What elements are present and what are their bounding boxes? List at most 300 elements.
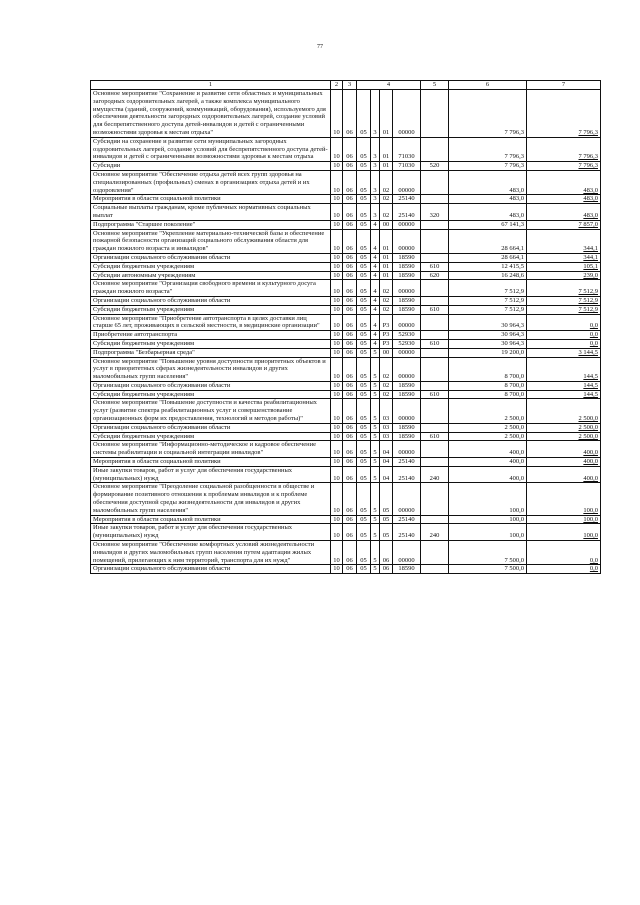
col-4-direction: 00000	[393, 280, 421, 297]
col-4-direction: 00000	[393, 170, 421, 194]
col-4-program: 05	[357, 348, 371, 357]
table-row	[91, 390, 601, 399]
col-5: 610	[421, 432, 449, 441]
col-4-measure: P3	[380, 331, 393, 340]
row-name: Основное мероприятие "Сохранение и развитие сети областных и муниципальных загородных оздоровительных лагерей, а также комплекса муниципального имущества (зданий, сооружений, коммуникаций, оборудования), используемого для обеспечения деятельности загородных оздоровительных лагерей, создание условий для беспрепятственного доступа детей-инвалидов и детей с ограниченными возможностями здоровья к местам отдыха"	[91, 90, 331, 138]
col-4-measure: 04	[380, 441, 393, 458]
col-4-subprogram: 4	[371, 305, 380, 314]
table-row	[91, 229, 601, 253]
col-4-subprogram: 5	[371, 423, 380, 432]
col-4-measure: 01	[380, 262, 393, 271]
col-4-measure: 03	[380, 423, 393, 432]
col-4-program: 05	[357, 331, 371, 340]
col-4-subprogram: 4	[371, 280, 380, 297]
col-3: 06	[343, 541, 357, 565]
col-3: 06	[343, 229, 357, 253]
col-2: 10	[331, 90, 343, 138]
col-2: 10	[331, 305, 343, 314]
col-6-amount: 100,0	[449, 483, 527, 515]
col-4-measure: 01	[380, 137, 393, 161]
col-5: 240	[421, 524, 449, 541]
col-7-amount: 0,0	[527, 331, 601, 340]
col-2: 10	[331, 204, 343, 221]
row-name: Основное мероприятие "Обеспечение комфортных условий жизнедеятельности инвалидов и других маломобильных групп населения путем адаптации жилых помещений, прилегающих к ним территорий, транспорта для их нужд"	[91, 541, 331, 565]
col-4-program: 05	[357, 357, 371, 381]
col-4-subprogram: 3	[371, 90, 380, 138]
col-6-amount: 7 512,9	[449, 305, 527, 314]
col-4-measure: 02	[380, 390, 393, 399]
col-5	[421, 541, 449, 565]
row-name: Основное мероприятие "Повышение доступности и качества реабилитационных услуг (развитие спектра реабилитационных услуг и совершенствование организационных форм их предоставления, технологий и методов работы)"	[91, 399, 331, 423]
col-4-program: 05	[357, 399, 371, 423]
col-4-direction: 25140	[393, 204, 421, 221]
col-4-subprogram: 5	[371, 515, 380, 524]
table-row	[91, 432, 601, 441]
col-4-direction: 00000	[393, 399, 421, 423]
col-4-direction: 18590	[393, 305, 421, 314]
col-6-amount: 30 964,3	[449, 339, 527, 348]
table-row	[91, 90, 601, 138]
row-name: Иные закупки товаров, работ и услуг для обеспечения государственных (муниципальных) нужд	[91, 524, 331, 541]
row-name: Мероприятия в области социальной политики	[91, 515, 331, 524]
col-2: 10	[331, 339, 343, 348]
row-name: Подпрограмма "Безбарьерная среда"	[91, 348, 331, 357]
col-2: 10	[331, 432, 343, 441]
col-7-amount: 483,0	[527, 195, 601, 204]
col-6-amount: 67 141,3	[449, 220, 527, 229]
col-7-amount: 0,0	[527, 541, 601, 565]
col-3: 06	[343, 458, 357, 467]
col-5: 240	[421, 466, 449, 483]
row-name: Мероприятия в области социальной политики	[91, 458, 331, 467]
page-number: 77	[317, 44, 323, 50]
col-7-amount: 144,5	[527, 381, 601, 390]
col-5	[421, 170, 449, 194]
col-4-measure: 05	[380, 515, 393, 524]
col-4-measure: 06	[380, 541, 393, 565]
row-name: Субсидии автономным учреждениям	[91, 271, 331, 280]
col-6-amount: 8 700,0	[449, 381, 527, 390]
row-name: Организации социального обслуживания области	[91, 565, 331, 574]
row-name: Субсидии	[91, 162, 331, 171]
col-6-amount: 7 512,9	[449, 280, 527, 297]
col-5: 610	[421, 262, 449, 271]
col-4-subprogram: 5	[371, 458, 380, 467]
col-6-amount: 400,0	[449, 441, 527, 458]
col-5	[421, 357, 449, 381]
col-6-amount: 2 500,0	[449, 399, 527, 423]
col-4-subprogram: 5	[371, 390, 380, 399]
col-7-amount: 105,1	[527, 262, 601, 271]
col-2: 10	[331, 466, 343, 483]
col-7-amount: 7 796,3	[527, 137, 601, 161]
header-cell: 3	[343, 81, 357, 90]
header-cell: 5	[421, 81, 449, 90]
col-4-subprogram: 3	[371, 195, 380, 204]
col-6-amount: 7 796,3	[449, 90, 527, 138]
col-5	[421, 423, 449, 432]
col-2: 10	[331, 220, 343, 229]
col-4-measure: 04	[380, 458, 393, 467]
col-6-amount: 7 500,0	[449, 541, 527, 565]
col-2: 10	[331, 483, 343, 515]
col-4-program: 05	[357, 432, 371, 441]
row-name: Мероприятия в области социальной политики	[91, 195, 331, 204]
col-3: 06	[343, 423, 357, 432]
col-6-amount: 483,0	[449, 204, 527, 221]
col-4-direction: 18590	[393, 565, 421, 574]
col-6-amount: 28 664,1	[449, 253, 527, 262]
table-row	[91, 262, 601, 271]
col-4-direction: 18590	[393, 390, 421, 399]
col-4-program: 05	[357, 162, 371, 171]
col-4-direction: 52930	[393, 339, 421, 348]
col-4-direction: 00000	[393, 90, 421, 138]
col-4-direction: 00000	[393, 229, 421, 253]
col-6-amount: 100,0	[449, 515, 527, 524]
col-5: 610	[421, 305, 449, 314]
row-name: Иные закупки товаров, работ и услуг для обеспечения государственных (муниципальных) нужд	[91, 466, 331, 483]
row-name: Основное мероприятие "Организация свободного времени и культурного досуга граждан пожилого возраста"	[91, 280, 331, 297]
table-row	[91, 515, 601, 524]
row-name: Социальные выплаты гражданам, кроме публичных нормативных социальных выплат	[91, 204, 331, 221]
col-2: 10	[331, 348, 343, 357]
row-name: Субсидии бюджетным учреждениям	[91, 262, 331, 271]
col-4-program: 05	[357, 204, 371, 221]
col-4-measure: 05	[380, 483, 393, 515]
header-row	[91, 81, 601, 90]
col-2: 10	[331, 423, 343, 432]
col-4-measure: 01	[380, 253, 393, 262]
col-3: 06	[343, 296, 357, 305]
col-4-direction: 00000	[393, 357, 421, 381]
col-6-amount: 7 500,0	[449, 565, 527, 574]
col-4-subprogram: 5	[371, 466, 380, 483]
col-4-measure: 00	[380, 348, 393, 357]
col-6-amount: 100,0	[449, 524, 527, 541]
col-2: 10	[331, 390, 343, 399]
col-4-measure: 01	[380, 90, 393, 138]
col-4-program: 05	[357, 271, 371, 280]
col-4-subprogram: 5	[371, 381, 380, 390]
col-3: 06	[343, 137, 357, 161]
table-row	[91, 195, 601, 204]
col-4-direction: 71030	[393, 137, 421, 161]
col-4-subprogram: 3	[371, 137, 380, 161]
col-7-amount: 483,0	[527, 204, 601, 221]
col-3: 06	[343, 390, 357, 399]
col-4-measure: 04	[380, 466, 393, 483]
row-name: Организации социального обслуживания области	[91, 423, 331, 432]
table-row	[91, 565, 601, 574]
col-7-amount: 100,0	[527, 524, 601, 541]
col-4-measure: P3	[380, 314, 393, 331]
col-4-direction: 18590	[393, 381, 421, 390]
col-6-amount: 483,0	[449, 170, 527, 194]
col-4-program: 05	[357, 90, 371, 138]
col-4-program: 05	[357, 262, 371, 271]
col-4-measure: 06	[380, 565, 393, 574]
col-7-amount: 344,1	[527, 253, 601, 262]
col-4-subprogram: 5	[371, 399, 380, 423]
col-4-program: 05	[357, 381, 371, 390]
col-7-amount: 2 500,0	[527, 399, 601, 423]
col-4-direction: 00000	[393, 483, 421, 515]
col-6-amount: 19 200,0	[449, 348, 527, 357]
header-cell: 6	[449, 81, 527, 90]
table-row	[91, 305, 601, 314]
col-4-direction: 18590	[393, 296, 421, 305]
col-5	[421, 229, 449, 253]
col-4-program: 05	[357, 339, 371, 348]
col-3: 06	[343, 195, 357, 204]
row-name: Субсидии бюджетным учреждениям	[91, 305, 331, 314]
col-6-amount: 12 415,5	[449, 262, 527, 271]
col-7-amount: 7 857,0	[527, 220, 601, 229]
col-3: 06	[343, 348, 357, 357]
row-name: Основное мероприятие "Информационно-методическое и кадровое обеспечение системы реабилитации и социальной интеграции инвалидов"	[91, 441, 331, 458]
col-4-direction: 18590	[393, 253, 421, 262]
col-4-program: 05	[357, 253, 371, 262]
col-4-subprogram: 4	[371, 229, 380, 253]
col-7-amount: 7 796,3	[527, 90, 601, 138]
col-6-amount: 400,0	[449, 466, 527, 483]
table-row	[91, 271, 601, 280]
col-4-measure: 02	[380, 280, 393, 297]
row-name: Организации социального обслуживания области	[91, 253, 331, 262]
col-3: 06	[343, 524, 357, 541]
col-6-amount: 30 964,3	[449, 314, 527, 331]
row-name: Подпрограмма "Старшее поколение"	[91, 220, 331, 229]
col-4-direction: 18590	[393, 423, 421, 432]
col-3: 06	[343, 466, 357, 483]
table-row	[91, 162, 601, 171]
col-3: 06	[343, 204, 357, 221]
col-4-measure: 05	[380, 524, 393, 541]
col-4-measure: 02	[380, 170, 393, 194]
col-4-measure: P3	[380, 339, 393, 348]
col-4-program: 05	[357, 524, 371, 541]
col-5	[421, 137, 449, 161]
row-name: Основное мероприятие "Повышение уровня доступности приоритетных объектов и услуг в приоритетных сферах жизнедеятельности инвалидов и других маломобильных групп населения"	[91, 357, 331, 381]
col-2: 10	[331, 524, 343, 541]
col-7-amount: 400,0	[527, 441, 601, 458]
col-6-amount: 30 964,3	[449, 331, 527, 340]
header-cell: 4	[357, 81, 421, 90]
col-4-program: 05	[357, 305, 371, 314]
table-row	[91, 204, 601, 221]
row-name: Организации социального обслуживания области	[91, 381, 331, 390]
col-4-subprogram: 5	[371, 357, 380, 381]
col-4-subprogram: 4	[371, 271, 380, 280]
col-4-measure: 03	[380, 399, 393, 423]
col-5	[421, 90, 449, 138]
col-7-amount: 7 796,3	[527, 162, 601, 171]
col-7-amount: 2 500,0	[527, 432, 601, 441]
col-4-direction: 25140	[393, 515, 421, 524]
table-row	[91, 541, 601, 565]
col-4-program: 05	[357, 195, 371, 204]
col-4-direction: 25140	[393, 458, 421, 467]
col-6-amount: 2 500,0	[449, 432, 527, 441]
col-4-direction: 00000	[393, 314, 421, 331]
col-4-subprogram: 4	[371, 296, 380, 305]
col-6-amount: 7 796,3	[449, 137, 527, 161]
col-4-program: 05	[357, 137, 371, 161]
col-4-direction: 00000	[393, 541, 421, 565]
col-3: 06	[343, 162, 357, 171]
col-3: 06	[343, 170, 357, 194]
col-2: 10	[331, 253, 343, 262]
table-row	[91, 423, 601, 432]
col-4-program: 05	[357, 390, 371, 399]
col-4-subprogram: 3	[371, 170, 380, 194]
table-row	[91, 331, 601, 340]
col-4-subprogram: 5	[371, 483, 380, 515]
col-4-program: 05	[357, 541, 371, 565]
col-7-amount: 144,5	[527, 390, 601, 399]
row-name: Субсидии бюджетным учреждениям	[91, 390, 331, 399]
col-7-amount: 239,0	[527, 271, 601, 280]
col-6-amount: 16 248,6	[449, 271, 527, 280]
col-2: 10	[331, 195, 343, 204]
col-3: 06	[343, 271, 357, 280]
table-row	[91, 381, 601, 390]
col-6-amount: 400,0	[449, 458, 527, 467]
col-4-measure: 02	[380, 195, 393, 204]
table-row	[91, 339, 601, 348]
col-3: 06	[343, 515, 357, 524]
header-cell: 1	[91, 81, 331, 90]
col-3: 06	[343, 331, 357, 340]
col-6-amount: 7 796,3	[449, 162, 527, 171]
col-2: 10	[331, 170, 343, 194]
col-4-program: 05	[357, 296, 371, 305]
table-row	[91, 170, 601, 194]
col-5	[421, 296, 449, 305]
col-5: 520	[421, 162, 449, 171]
col-2: 10	[331, 296, 343, 305]
table-row	[91, 296, 601, 305]
col-2: 10	[331, 314, 343, 331]
col-7-amount: 100,0	[527, 483, 601, 515]
col-5	[421, 331, 449, 340]
col-4-direction: 52930	[393, 331, 421, 340]
col-5: 610	[421, 390, 449, 399]
col-7-amount: 7 512,9	[527, 280, 601, 297]
col-4-subprogram: 4	[371, 220, 380, 229]
col-4-subprogram: 3	[371, 162, 380, 171]
col-4-subprogram: 4	[371, 339, 380, 348]
col-4-subprogram: 3	[371, 204, 380, 221]
col-5	[421, 195, 449, 204]
col-4-subprogram: 4	[371, 253, 380, 262]
col-5	[421, 515, 449, 524]
col-3: 06	[343, 483, 357, 515]
row-name: Основное мероприятие "Преодоление социальной разобщенности в обществе и формирование позитивного отношения к проблемам инвалидов и к проблеме обеспечения доступной среды жизнедеятельности для инвалидов и других маломобильных групп населения"	[91, 483, 331, 515]
col-5: 610	[421, 339, 449, 348]
col-2: 10	[331, 541, 343, 565]
col-5: 620	[421, 271, 449, 280]
col-5: 320	[421, 204, 449, 221]
col-4-program: 05	[357, 483, 371, 515]
row-name: Субсидии бюджетным учреждениям	[91, 339, 331, 348]
col-4-subprogram: 4	[371, 331, 380, 340]
col-4-direction: 00000	[393, 441, 421, 458]
col-3: 06	[343, 220, 357, 229]
col-5	[421, 458, 449, 467]
col-4-subprogram: 4	[371, 314, 380, 331]
table-row	[91, 220, 601, 229]
table-row	[91, 314, 601, 331]
table-row	[91, 357, 601, 381]
table-row	[91, 524, 601, 541]
col-3: 06	[343, 280, 357, 297]
col-5	[421, 565, 449, 574]
col-4-measure: 02	[380, 296, 393, 305]
col-4-subprogram: 5	[371, 524, 380, 541]
table-row	[91, 280, 601, 297]
col-4-measure: 03	[380, 432, 393, 441]
col-2: 10	[331, 357, 343, 381]
col-3: 06	[343, 262, 357, 271]
col-4-direction: 00000	[393, 220, 421, 229]
col-5	[421, 399, 449, 423]
col-3: 06	[343, 357, 357, 381]
col-4-direction: 18590	[393, 271, 421, 280]
col-4-subprogram: 5	[371, 348, 380, 357]
col-4-measure: 02	[380, 381, 393, 390]
col-3: 06	[343, 565, 357, 574]
col-7-amount: 3 144,5	[527, 348, 601, 357]
col-7-amount: 0,0	[527, 314, 601, 331]
row-name: Основное мероприятие "Приобретение автотранспорта в целях доставки лиц старше 65 лет, проживающих в сельской местности, в медицинские организации"	[91, 314, 331, 331]
col-4-program: 05	[357, 565, 371, 574]
col-4-measure: 01	[380, 271, 393, 280]
col-4-subprogram: 5	[371, 432, 380, 441]
col-4-measure: 00	[380, 220, 393, 229]
col-4-subprogram: 5	[371, 565, 380, 574]
col-7-amount: 483,0	[527, 170, 601, 194]
col-7-amount: 144,5	[527, 357, 601, 381]
row-name: Субсидии на сохранение и развитие сети муниципальных загородных оздоровительных лагерей, создание условий для беспрепятственного доступа детей-инвалидов и детей с ограниченными возможностями здоровья к местам отдыха	[91, 137, 331, 161]
col-4-program: 05	[357, 229, 371, 253]
col-4-program: 05	[357, 441, 371, 458]
col-4-measure: 01	[380, 229, 393, 253]
row-name: Основное мероприятие "Обеспечение отдыха детей всех групп здоровья на специализированных (профильных) сменах в организациях отдыха детей и их оздоровления"	[91, 170, 331, 194]
table-row	[91, 137, 601, 161]
col-2: 10	[331, 271, 343, 280]
col-4-measure: 01	[380, 162, 393, 171]
col-2: 10	[331, 515, 343, 524]
col-6-amount: 483,0	[449, 195, 527, 204]
col-2: 10	[331, 262, 343, 271]
col-2: 10	[331, 137, 343, 161]
col-4-program: 05	[357, 515, 371, 524]
col-4-subprogram: 5	[371, 441, 380, 458]
col-3: 06	[343, 381, 357, 390]
col-4-program: 05	[357, 314, 371, 331]
col-5	[421, 441, 449, 458]
row-name: Основное мероприятие "Укрепление материально-технической базы и обеспечение пожарной безопасности организаций социального обслуживания области для граждан пожилого возраста и инвалидов"	[91, 229, 331, 253]
col-4-measure: 02	[380, 357, 393, 381]
col-4-subprogram: 4	[371, 262, 380, 271]
col-2: 10	[331, 565, 343, 574]
col-2: 10	[331, 229, 343, 253]
row-name: Организации социального обслуживания области	[91, 296, 331, 305]
col-4-subprogram: 5	[371, 541, 380, 565]
col-2: 10	[331, 399, 343, 423]
